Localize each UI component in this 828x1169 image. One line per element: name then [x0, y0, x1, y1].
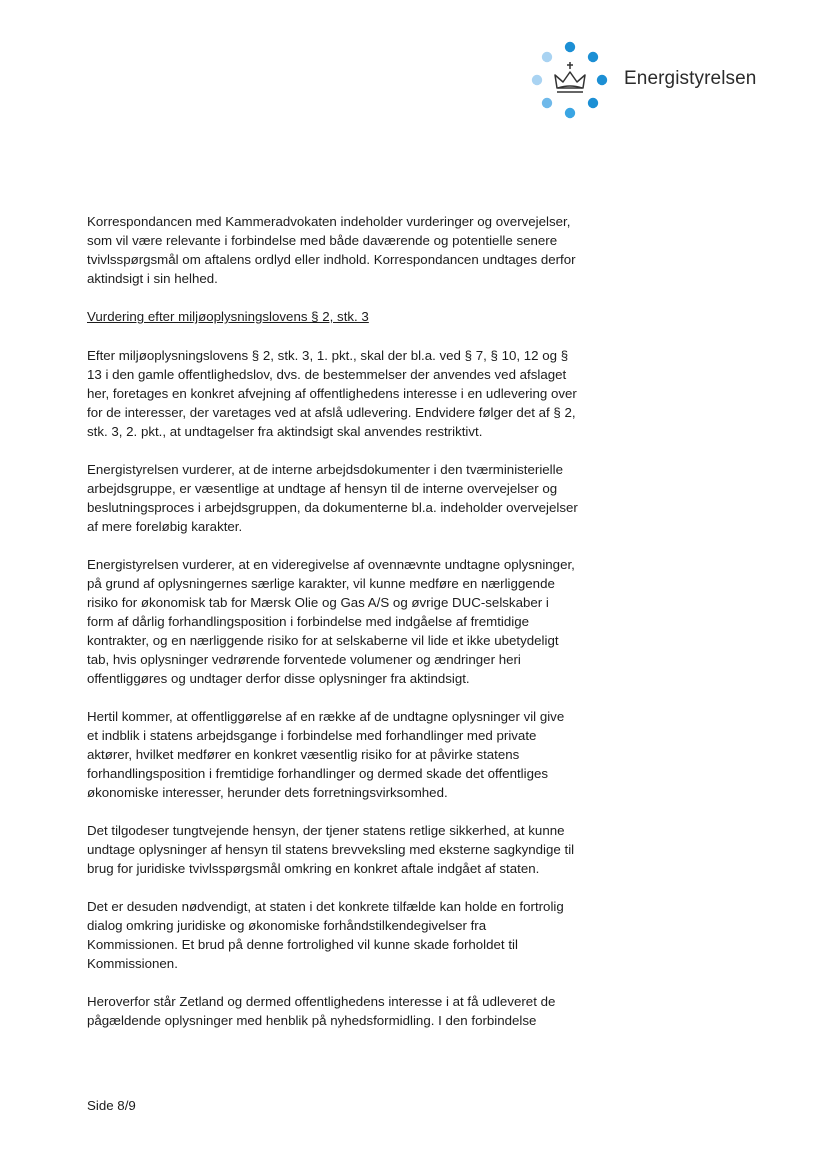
paragraph-state-interests — [87, 707, 612, 802]
text-line: dialog omkring juridiske og økonomiske forhåndstilkendegivelser fra — [87, 918, 487, 933]
page-number: Side 8/9 — [87, 1098, 136, 1113]
paragraph-confidential-dialog — [87, 897, 612, 973]
logo-dot-top-right — [588, 52, 598, 62]
logo-dot-bottom-right — [588, 98, 598, 108]
text-line: for de interesser, der varetages ved at afslå udlevering. Endvidere følger det af § 2, — [87, 405, 576, 420]
logo-dot-top — [565, 42, 575, 52]
crown-dots-logo-icon — [528, 38, 612, 122]
text-line: Det tilgodeser tungtvejende hensyn, der tjener statens retlige sikkerhed, at kunne — [87, 823, 565, 838]
document-body — [87, 212, 612, 1049]
text-line: tab, hvis oplysninger vedrørende forventede volumener og ændringer heri — [87, 652, 521, 667]
text-line: Energistyrelsen vurderer, at en videregivelse af ovennævnte undtagne oplysninger, — [87, 557, 575, 572]
text-line: økonomiske interesser, herunder dets forretningsvirksomhed. — [87, 785, 448, 800]
crown-icon — [555, 62, 585, 92]
text-line: stk. 3, 2. pkt., at undtagelser fra aktindsigt skal anvendes restriktivt. — [87, 424, 483, 439]
text-line: arbejdsgruppe, er væsentlige at undtage af hensyn til de interne overvejelser og — [87, 481, 558, 496]
text-line: Det er desuden nødvendigt, at staten i det konkrete tilfælde kan holde en fortrolig — [87, 899, 564, 914]
organization-logo — [528, 38, 768, 122]
text-line: kontrakter, og en nærliggende risiko for at selskaberne vil lide et ikke ubetydeligt — [87, 633, 559, 648]
text-line: Kommissionen. Et brud på denne fortrolighed vil kunne skade forholdet til — [87, 937, 518, 952]
logo-dot-left — [532, 75, 542, 85]
text-line: undtage oplysninger af hensyn til statens brevveksling med eksterne sagkyndige til — [87, 842, 575, 857]
paragraph-correspondence — [87, 212, 612, 288]
text-line: aktindsigt i sin helhed. — [87, 271, 218, 286]
logo-dot-right — [597, 75, 607, 85]
paragraph-public-interest — [87, 992, 612, 1030]
text-line: Energistyrelsen vurderer, at de interne arbejdsdokumenter i den tværministerielle — [87, 462, 563, 477]
text-line: 13 i den gamle offentlighedslov, dvs. de bestemmelser der anvendes ved afslaget — [87, 367, 567, 382]
text-line: på grund af oplysningernes særlige karakter, vil kunne medføre en nærliggende — [87, 576, 555, 591]
logo-dot-top-left — [542, 52, 552, 62]
text-line: beslutningsproces i arbejdsgruppen, da dokumenterne bl.a. indeholder overvejelser — [87, 500, 578, 515]
paragraph-legal-basis — [87, 346, 612, 441]
text-line: som vil være relevante i forbindelse med både daværende og potentielle senere — [87, 233, 558, 248]
text-line: af mere foreløbig karakter. — [87, 519, 243, 534]
text-line: forhandlingsposition i fremtidige forhandlinger og dermed skade det offentliges — [87, 766, 549, 781]
text-line: brug for juridiske tvivlsspørgsmål omkring en konkret aftale indgået af staten. — [87, 861, 540, 876]
organization-name: Energistyrelsen — [624, 68, 757, 89]
paragraph-economic-risk — [87, 555, 612, 688]
text-line: tvivlsspørgsmål om aftalens ordlyd eller indhold. Korrespondancen undtages derfor — [87, 252, 576, 267]
text-line: et indblik i statens arbejdsgange i forbindelse med forhandlinger med private — [87, 728, 537, 743]
text-line: Kommissionen. — [87, 956, 178, 971]
text-line: Hertil kommer, at offentliggørelse af en række af de undtagne oplysninger vil give — [87, 709, 565, 724]
paragraph-internal-documents — [87, 460, 612, 536]
text-line: form af dårlig forhandlingsposition i forbindelse med indgåelse af fremtidige — [87, 614, 529, 629]
text-line: pågældende oplysninger med henblik på nyhedsformidling. I den forbindelse — [87, 1013, 537, 1028]
logo-dot-bottom — [565, 108, 575, 118]
section-heading: Vurdering efter miljøoplysningslovens § 2, stk. 3 — [87, 309, 369, 324]
text-line: Efter miljøoplysningslovens § 2, stk. 3, 1. pkt., skal der bl.a. ved § 7, § 10, 12 og § — [87, 348, 569, 363]
text-line: offentliggøres og undtager derfor disse oplysninger fra aktindsigt. — [87, 671, 470, 686]
logo-dot-bottom-left — [542, 98, 552, 108]
text-line: risiko for økonomisk tab for Mærsk Olie og Gas A/S og øvrige DUC-selskaber i — [87, 595, 549, 610]
text-line: her, foretages en konkret afvejning af offentlighedens interesse i en udlevering over — [87, 386, 577, 401]
text-line: Heroverfor står Zetland og dermed offentlighedens interesse i at få udleveret de — [87, 994, 556, 1009]
paragraph-legal-security — [87, 821, 612, 878]
text-line: aktører, hvilket medfører en konkret væsentlig risiko for at påvirke statens — [87, 747, 520, 762]
text-line: Korrespondancen med Kammeradvokaten indeholder vurderinger og overvejelser, — [87, 214, 571, 229]
